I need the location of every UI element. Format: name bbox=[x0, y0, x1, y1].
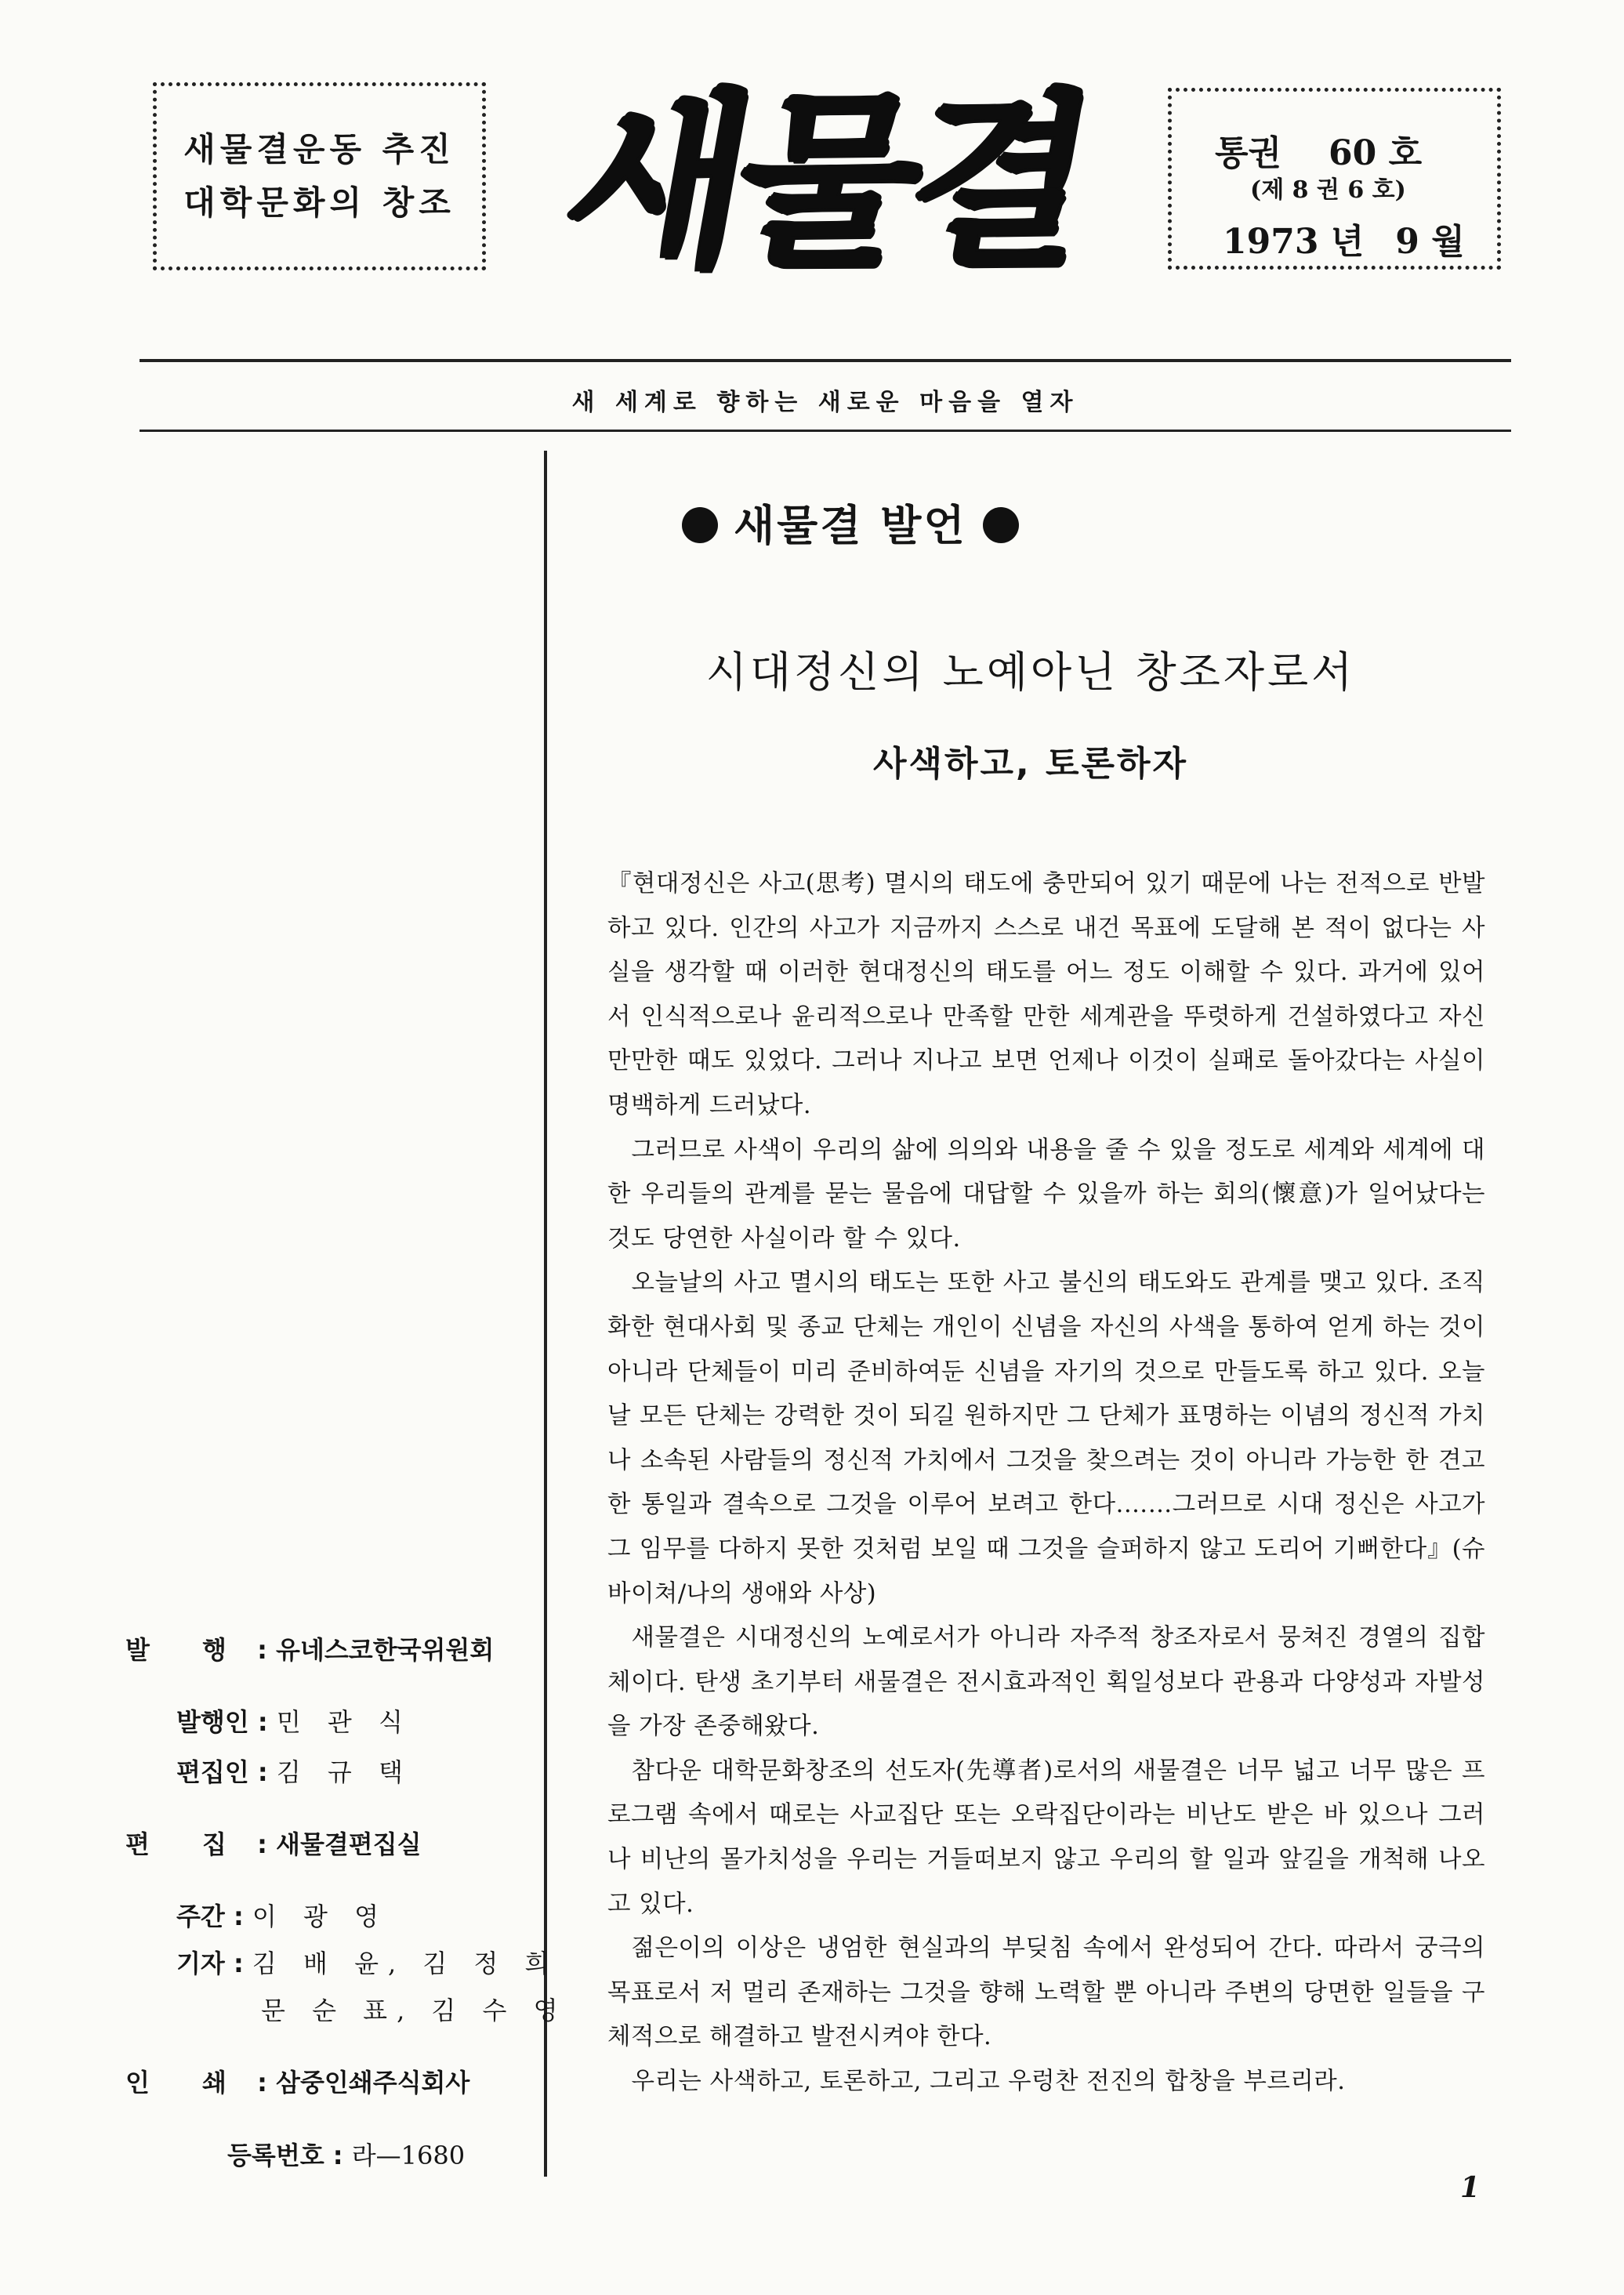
colophon-printing: 인 쇄 : 삼중인쇄주식회사 bbox=[125, 2068, 470, 2097]
issue-volume-label: 통권 bbox=[1215, 133, 1282, 173]
article-body bbox=[607, 862, 1485, 2105]
header-rule-top bbox=[140, 359, 1511, 362]
colophon-chief-value: 이 광 영 bbox=[252, 1902, 388, 1931]
colophon-editing-label: 편 집 bbox=[125, 1829, 248, 1859]
article-paragraph: 젊은이의 이상은 냉엄한 현실과의 부딪침 속에서 완성되어 간다. 따라서 궁극의 목표로서 저 멀리 존재하는 그것을 향해 노력할 뿐 아니라 주변의 당면한 일들을 구체적으로 해결하고 발전시켜야 한다. bbox=[607, 1934, 1485, 2051]
issue-volume bbox=[1215, 125, 1422, 175]
colophon-publisher-value: 민 관 식 bbox=[276, 1707, 412, 1737]
colophon-editing: 편 집 : 새물결편집실 bbox=[125, 1829, 422, 1859]
colophon-reporters-2 bbox=[261, 1991, 567, 2027]
issue-year: 1973 년 bbox=[1223, 222, 1365, 262]
page-number: 1 bbox=[1460, 2171, 1481, 2204]
issue-volume-number: 60 호 bbox=[1329, 133, 1423, 173]
colophon-chief: 주간 : 이 광 영 bbox=[176, 1902, 388, 1931]
colophon-reporters-label: 기자 bbox=[176, 1949, 225, 1978]
motto-line-2: 대학문화의 창조 bbox=[183, 183, 455, 222]
article-subtitle: 사색하고, 토론하자 bbox=[872, 744, 1189, 784]
section-heading bbox=[666, 492, 1035, 553]
colophon-publisher: 발행인 : 민 관 식 bbox=[176, 1707, 412, 1737]
colophon-editor-label: 편집인 bbox=[176, 1757, 249, 1787]
article-paragraph: 『현대정신은 사고(思考) 멸시의 태도에 충만되어 있기 때문에 나는 전적으로 반발하고 있다. 인간의 사고가 지금까지 스스로 내건 목표에 도달해 본 적이 없다는 사실을 생각할 때 이러한 현대정신의 태도를 어느 정도 이해할 수 있다. 과거에 있어서 인식적으로나 윤리적으로나 만족할 만한 세계관을 뚜렷하게 건설하였다고 자신만만한 때도 있었다. 그러나 지나고 보면 언제나 이것이 실패로 돌아갔다는 사실이 명백하게 드러났다. bbox=[607, 870, 1485, 1119]
colophon-publisher-label: 발행인 bbox=[176, 1707, 249, 1737]
article-paragraph: 오늘날의 사고 멸시의 태도는 또한 사고 불신의 태도와도 관계를 맺고 있다. 조직화한 현대사회 및 종교 단체는 개인이 신념을 자신의 사색을 통하여 얻게 하는 것이 아니라 단체들이 미리 준비하여둔 신념을 자기의 것으로 만들도록 하고 있다. 오늘날 모든 단체는 강력한 것이 되길 원하지만 그 단체가 표명하는 이념의 정신적 가치나 소속된 사람들의 정신적 가치에서 그것을 찾으려는 것이 아니라 가능한 한 견고한 통일과 결속으로 그것을 이루어 보려고 한다.……그러므로 시대 정신은 사고가 그 임무를 다하지 못한 것처럼 보일 때 그것을 슬퍼하지 않고 도리어 기뻐한다』(슈바이쳐/나의 생애와 사상) bbox=[607, 1269, 1485, 1608]
colophon-publish-label: 발 행 bbox=[125, 1635, 248, 1665]
column-divider bbox=[544, 451, 547, 2177]
issue-date bbox=[1223, 213, 1465, 263]
article-paragraph: 그러므로 사색이 우리의 삶에 의의와 내용을 줄 수 있을 정도로 세계와 세계에 대한 우리들의 관계를 묻는 물음에 대답할 수 있을까 하는 회의(懷意)가 일어났다는 것도 당연한 사실이라 할 수 있다. bbox=[607, 1136, 1485, 1253]
colophon-reporters-line1: 김 배 윤, 김 정 희 bbox=[252, 1949, 559, 1978]
colophon-editing-value: 새물결편집실 bbox=[276, 1829, 422, 1859]
colophon-reporters: 기자 : 김 배 윤, 김 정 희 bbox=[176, 1949, 559, 1978]
issue-sub: (제 8 권 6 호) bbox=[1250, 176, 1406, 204]
motto-line-1: 새물결운동 추진 bbox=[183, 130, 455, 169]
colophon-publish: 발 행 : 유네스코한국위원회 bbox=[125, 1635, 495, 1665]
section-heading-text: 새물결 발언 bbox=[734, 501, 967, 550]
issue-month: 9 월 bbox=[1395, 222, 1465, 262]
bullet-icon bbox=[682, 507, 718, 543]
motto-box bbox=[153, 82, 486, 270]
colophon-printing-label: 인 쇄 bbox=[125, 2068, 248, 2097]
slogan: 새 세계로 향하는 새로운 마음을 열자 bbox=[571, 389, 1079, 416]
colophon-publish-value: 유네스코한국위원회 bbox=[276, 1635, 495, 1665]
bullet-icon bbox=[983, 507, 1019, 543]
colophon-editor-value: 김 규 택 bbox=[276, 1757, 412, 1787]
article-title: 시대정신의 노예아닌 창조자로서 bbox=[705, 647, 1356, 697]
article-paragraph: 새물결은 시대정신의 노예로서가 아니라 자주적 창조자로서 뭉쳐진 경열의 집합체이다. 탄생 초기부터 새물결은 전시효과적인 획일성보다 관용과 다양성과 자발성을 가장 존중해왔다. bbox=[607, 1624, 1485, 1741]
colophon-editor: 편집인 : 김 규 택 bbox=[176, 1757, 412, 1787]
header-rule-bottom bbox=[140, 430, 1511, 432]
colophon-registration-label: 등록번호 bbox=[227, 2141, 324, 2170]
issue-box bbox=[1168, 88, 1501, 270]
article-paragraph: 우리는 사색하고, 토론하고, 그리고 우렁찬 전진의 합창을 부르리라. bbox=[631, 2068, 1346, 2096]
masthead-title: 새물결 bbox=[549, 73, 1101, 292]
article-paragraph: 참다운 대학문화창조의 선도자(先導者)로서의 새물결은 너무 넓고 너무 많은 프로그램 속에서 때로는 사교집단 또는 오락집단이라는 비난도 받은 바 있으나 그러나 비난의 몰가치성을 우리는 거들떠보지 않고 우리의 할 일과 앞길을 개척해 나오고 있다. bbox=[607, 1757, 1485, 1918]
colophon-printing-value: 삼중인쇄주식회사 bbox=[276, 2068, 470, 2097]
colophon-registration-value: 라—1680 bbox=[351, 2141, 466, 2170]
colophon-registration: 등록번호 : 라—1680 bbox=[227, 2141, 466, 2170]
colophon-reporters-line2: 문 순 표, 김 수 영 bbox=[261, 1996, 567, 2025]
colophon-chief-label: 주간 bbox=[176, 1902, 225, 1931]
